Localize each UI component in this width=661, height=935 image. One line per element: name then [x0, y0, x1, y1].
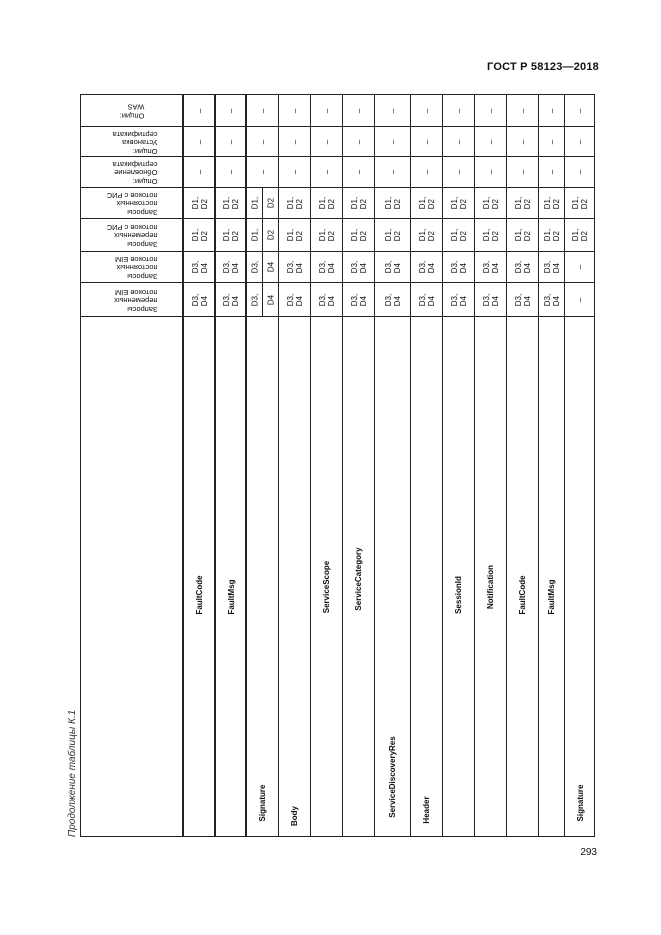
value-cell-text: D1, D2 — [417, 196, 436, 210]
value-cell-text: – — [322, 139, 331, 144]
value-cell — [278, 126, 310, 156]
value-cell — [262, 282, 278, 316]
attribute-name: Notification — [485, 564, 495, 609]
value-cell-text: – — [422, 169, 431, 175]
value-cell — [564, 218, 595, 251]
value-cell — [310, 282, 342, 316]
value-cell — [342, 218, 374, 251]
value-cell — [278, 251, 310, 282]
value-cell — [342, 94, 374, 126]
value-cell — [474, 218, 506, 251]
value-cell — [183, 156, 215, 187]
value-cell — [278, 282, 310, 316]
header-cell-text: Запросы постоянных потоков ЕIM — [114, 254, 158, 281]
value-cell — [215, 218, 246, 251]
value-cell-text: D1, D2 — [222, 228, 240, 242]
value-cell-text: D3, D4 — [449, 293, 468, 306]
value-cell — [474, 187, 506, 218]
value-cell — [538, 218, 564, 251]
header-cell-text: Опции: WAS — [119, 102, 145, 120]
value-cell-text: D1, D2 — [285, 196, 304, 210]
value-cell-text: D3, D4 — [383, 260, 402, 274]
value-cell-text: – — [195, 108, 204, 113]
table-continuation-caption: Продолжение таблицы К.1 — [67, 709, 78, 837]
value-cell-text: – — [575, 108, 585, 113]
value-cell-text: D1, D2 — [190, 196, 209, 210]
header-cell — [80, 187, 183, 218]
attribute-cell — [506, 316, 538, 837]
value-cell-text: – — [486, 108, 495, 113]
value-cell — [538, 251, 564, 282]
value-cell — [410, 251, 442, 282]
value-cell-text: – — [388, 139, 397, 144]
value-cell — [410, 282, 442, 316]
value-cell-text: D1, D2 — [417, 228, 436, 242]
value-cell — [310, 156, 342, 187]
value-cell — [342, 251, 374, 282]
value-cell-text: – — [258, 139, 267, 144]
value-cell — [410, 126, 442, 156]
value-cell — [564, 187, 595, 218]
value-cell-text: D1, D2 — [222, 196, 240, 210]
value-cell — [538, 156, 564, 187]
attribute-cell — [342, 316, 374, 837]
value-cell — [506, 156, 538, 187]
value-cell — [564, 156, 595, 187]
value-cell-text: – — [454, 169, 463, 175]
value-cell-text: D3, D4 — [190, 293, 209, 306]
value-cell — [374, 126, 410, 156]
value-cell — [246, 251, 262, 282]
value-cell — [506, 187, 538, 218]
attribute-cell — [410, 316, 442, 837]
value-cell-text: D1, D2 — [571, 196, 589, 210]
value-cell-text: D2 — [266, 229, 275, 241]
value-cell-text: D1, D2 — [481, 196, 500, 210]
value-cell-text: D3, — [250, 293, 259, 306]
value-cell-text: D1, D2 — [571, 228, 589, 242]
value-cell — [442, 251, 474, 282]
value-cell-text: – — [290, 169, 299, 175]
value-cell — [410, 187, 442, 218]
value-cell-text: D3, D4 — [481, 260, 500, 274]
value-cell — [215, 126, 246, 156]
value-cell — [183, 126, 215, 156]
value-cell-text: – — [454, 139, 463, 144]
value-cell — [506, 94, 538, 126]
value-cell — [310, 251, 342, 282]
value-cell-text: D3, D4 — [513, 293, 532, 306]
value-cell-text: – — [575, 169, 585, 175]
value-cell-text: – — [388, 108, 397, 113]
value-cell-text: D3, — [250, 260, 259, 274]
value-cell-text: – — [547, 169, 556, 175]
attribute-name: ServiceDiscoveryRes — [387, 735, 397, 818]
attribute-cell — [183, 316, 215, 837]
attribute-cell — [310, 316, 342, 837]
value-cell — [442, 126, 474, 156]
value-cell — [183, 218, 215, 251]
value-cell-text: D3, D4 — [317, 293, 336, 306]
value-cell-text: D3, D4 — [383, 293, 402, 306]
value-cell — [342, 126, 374, 156]
value-cell — [310, 126, 342, 156]
value-cell — [278, 156, 310, 187]
attribute-name: Header — [421, 796, 431, 824]
value-cell — [538, 282, 564, 316]
value-cell-text: – — [575, 139, 585, 144]
attribute-name: ServiceCategory — [353, 547, 363, 611]
value-cell — [262, 218, 278, 251]
value-cell-text: – — [226, 108, 236, 113]
value-cell — [278, 218, 310, 251]
value-cell — [215, 251, 246, 282]
value-cell-text: D3, D4 — [317, 260, 336, 274]
value-cell — [215, 282, 246, 316]
value-cell-text: D2 — [266, 197, 275, 209]
value-cell-text: D1, D2 — [317, 196, 336, 210]
header-cell-text: Опции: Установка сертификата — [112, 129, 158, 156]
value-cell — [564, 282, 595, 316]
value-cell-text: – — [575, 264, 585, 270]
value-cell-text: D1, D2 — [285, 228, 304, 242]
value-cell — [374, 94, 410, 126]
attribute-cell — [442, 316, 474, 837]
value-cell-text: D3, D4 — [542, 293, 561, 306]
attribute-name: FaultMsg — [546, 579, 556, 615]
value-cell-text: D3, D4 — [222, 260, 240, 274]
value-cell-text: – — [290, 139, 299, 144]
value-cell — [410, 94, 442, 126]
value-cell — [374, 156, 410, 187]
value-cell — [183, 187, 215, 218]
value-cell-text: – — [258, 108, 267, 113]
value-cell-text: D1, D2 — [513, 196, 532, 210]
value-cell — [246, 187, 262, 218]
value-cell — [538, 126, 564, 156]
value-cell — [564, 94, 595, 126]
attribute-cell — [215, 316, 246, 837]
value-cell-text: D3, D4 — [417, 260, 436, 274]
value-cell-text: D3, D4 — [190, 260, 209, 274]
value-cell — [442, 218, 474, 251]
value-cell-text: – — [518, 139, 527, 144]
value-cell-text: D3, D4 — [542, 260, 561, 274]
value-cell-text: D1, D2 — [349, 228, 368, 242]
attribute-name: ServiceScope — [321, 560, 331, 614]
attribute-name: Signature — [575, 784, 585, 822]
header-cell — [80, 156, 183, 187]
value-cell — [246, 156, 278, 187]
column-separator — [245, 94, 247, 837]
value-cell — [246, 218, 262, 251]
value-cell-text: – — [388, 169, 397, 175]
value-cell-text: D1, — [250, 228, 259, 242]
value-cell-text: – — [226, 139, 236, 144]
value-cell-text: – — [354, 108, 363, 113]
value-cell — [374, 282, 410, 316]
value-cell — [278, 94, 310, 126]
attribute-name: SessionId — [453, 575, 463, 614]
value-cell-text: – — [195, 139, 204, 144]
value-cell-text: D4 — [266, 261, 275, 273]
value-cell-text: – — [354, 139, 363, 144]
value-cell-text: – — [518, 169, 527, 175]
value-cell-text: D1, D2 — [317, 228, 336, 242]
header-cell — [80, 218, 183, 251]
value-cell-text: – — [226, 169, 236, 175]
value-cell — [183, 251, 215, 282]
attribute-name: FaultCode — [194, 575, 204, 615]
value-cell-text: D1, D2 — [542, 228, 561, 242]
value-cell — [538, 94, 564, 126]
value-cell — [474, 251, 506, 282]
column-separator — [214, 94, 216, 837]
value-cell-text: D1, D2 — [481, 228, 500, 242]
rotated-table — [80, 94, 595, 837]
column-separator — [182, 94, 184, 837]
value-cell-text: D3, D4 — [513, 260, 532, 274]
value-cell — [564, 251, 595, 282]
value-cell — [506, 251, 538, 282]
value-cell — [183, 94, 215, 126]
header-cell — [80, 282, 183, 316]
value-cell-text: D1, D2 — [349, 196, 368, 210]
value-cell-text: – — [354, 169, 363, 175]
value-cell — [374, 218, 410, 251]
value-cell-text: – — [575, 297, 585, 302]
attribute-cell — [564, 316, 595, 837]
value-cell-text: – — [322, 108, 331, 113]
value-cell — [215, 156, 246, 187]
value-cell-text: D3, D4 — [285, 293, 304, 306]
value-cell — [474, 126, 506, 156]
value-cell-text: – — [290, 108, 299, 113]
value-cell-text: – — [454, 108, 463, 113]
value-cell — [215, 94, 246, 126]
value-cell — [506, 218, 538, 251]
value-cell — [442, 282, 474, 316]
value-cell — [442, 156, 474, 187]
value-cell — [310, 218, 342, 251]
value-cell-text: – — [422, 139, 431, 144]
value-cell-text: – — [547, 108, 556, 113]
value-cell — [342, 282, 374, 316]
attribute-name: FaultCode — [517, 575, 527, 615]
attribute-cell — [246, 316, 278, 837]
value-cell-text: – — [195, 169, 204, 175]
value-cell-text: D3, D4 — [349, 293, 368, 306]
value-cell-text: – — [322, 169, 331, 175]
header-cell-text: Запросы переменных потоков с РИС — [106, 222, 158, 249]
value-cell — [374, 251, 410, 282]
header-cell-text: Запросы переменных потоков ЕIM — [114, 287, 158, 314]
page-number: 293 — [580, 847, 597, 858]
value-cell — [262, 251, 278, 282]
value-cell-text: D1, D2 — [190, 228, 209, 242]
value-cell — [246, 282, 262, 316]
header-cell-text: Запросы постоянных потоков с РИС — [106, 190, 158, 217]
header-cell — [80, 126, 183, 156]
attribute-cell — [374, 316, 410, 837]
value-cell-text: – — [518, 108, 527, 113]
value-cell-text: D1, — [250, 196, 259, 210]
value-cell-text: D3, D4 — [417, 293, 436, 306]
value-cell — [410, 156, 442, 187]
value-cell — [410, 218, 442, 251]
value-cell-text: D3, D4 — [285, 260, 304, 274]
attribute-name: Signature — [257, 784, 267, 822]
value-cell — [506, 282, 538, 316]
value-cell — [474, 282, 506, 316]
value-cell-text: – — [422, 108, 431, 113]
value-cell-text: D3, D4 — [481, 293, 500, 306]
value-cell-text: – — [486, 139, 495, 144]
attribute-cell — [474, 316, 506, 837]
value-cell — [215, 187, 246, 218]
value-cell — [506, 126, 538, 156]
value-cell — [374, 187, 410, 218]
value-cell-text: – — [486, 169, 495, 175]
value-cell — [342, 187, 374, 218]
value-cell-text: D1, D2 — [542, 196, 561, 210]
value-cell-text: D3, D4 — [222, 293, 240, 306]
value-cell-text: – — [547, 139, 556, 144]
value-cell — [246, 126, 278, 156]
header-cell-attribute — [80, 316, 183, 837]
value-cell-text: D1, D2 — [383, 196, 402, 210]
attribute-name: Body — [289, 805, 299, 826]
value-cell-text: D4 — [266, 294, 275, 305]
attribute-cell — [538, 316, 564, 837]
value-cell — [474, 156, 506, 187]
value-cell — [246, 94, 278, 126]
value-cell-text: D3, D4 — [349, 260, 368, 274]
attribute-name: FaultMsg — [226, 579, 236, 615]
value-cell — [183, 282, 215, 316]
value-cell — [538, 187, 564, 218]
value-cell — [342, 156, 374, 187]
header-cell — [80, 94, 183, 126]
header-cell — [80, 251, 183, 282]
value-cell-text: D1, D2 — [449, 228, 468, 242]
header-cell-text: Опции: Обновление сертификата — [112, 159, 158, 186]
value-cell — [310, 94, 342, 126]
value-cell — [474, 94, 506, 126]
value-cell-text: D1, D2 — [513, 228, 532, 242]
value-cell — [310, 187, 342, 218]
value-cell-text: – — [258, 169, 267, 175]
value-cell — [278, 187, 310, 218]
value-cell — [564, 126, 595, 156]
standard-header: ГОСТ Р 58123—2018 — [487, 61, 599, 73]
value-cell — [442, 187, 474, 218]
value-cell-text: D1, D2 — [383, 228, 402, 242]
value-cell — [442, 94, 474, 126]
value-cell-text: D3, D4 — [449, 260, 468, 274]
attribute-cell — [278, 316, 310, 837]
value-cell — [262, 187, 278, 218]
value-cell-text: D1, D2 — [449, 196, 468, 210]
